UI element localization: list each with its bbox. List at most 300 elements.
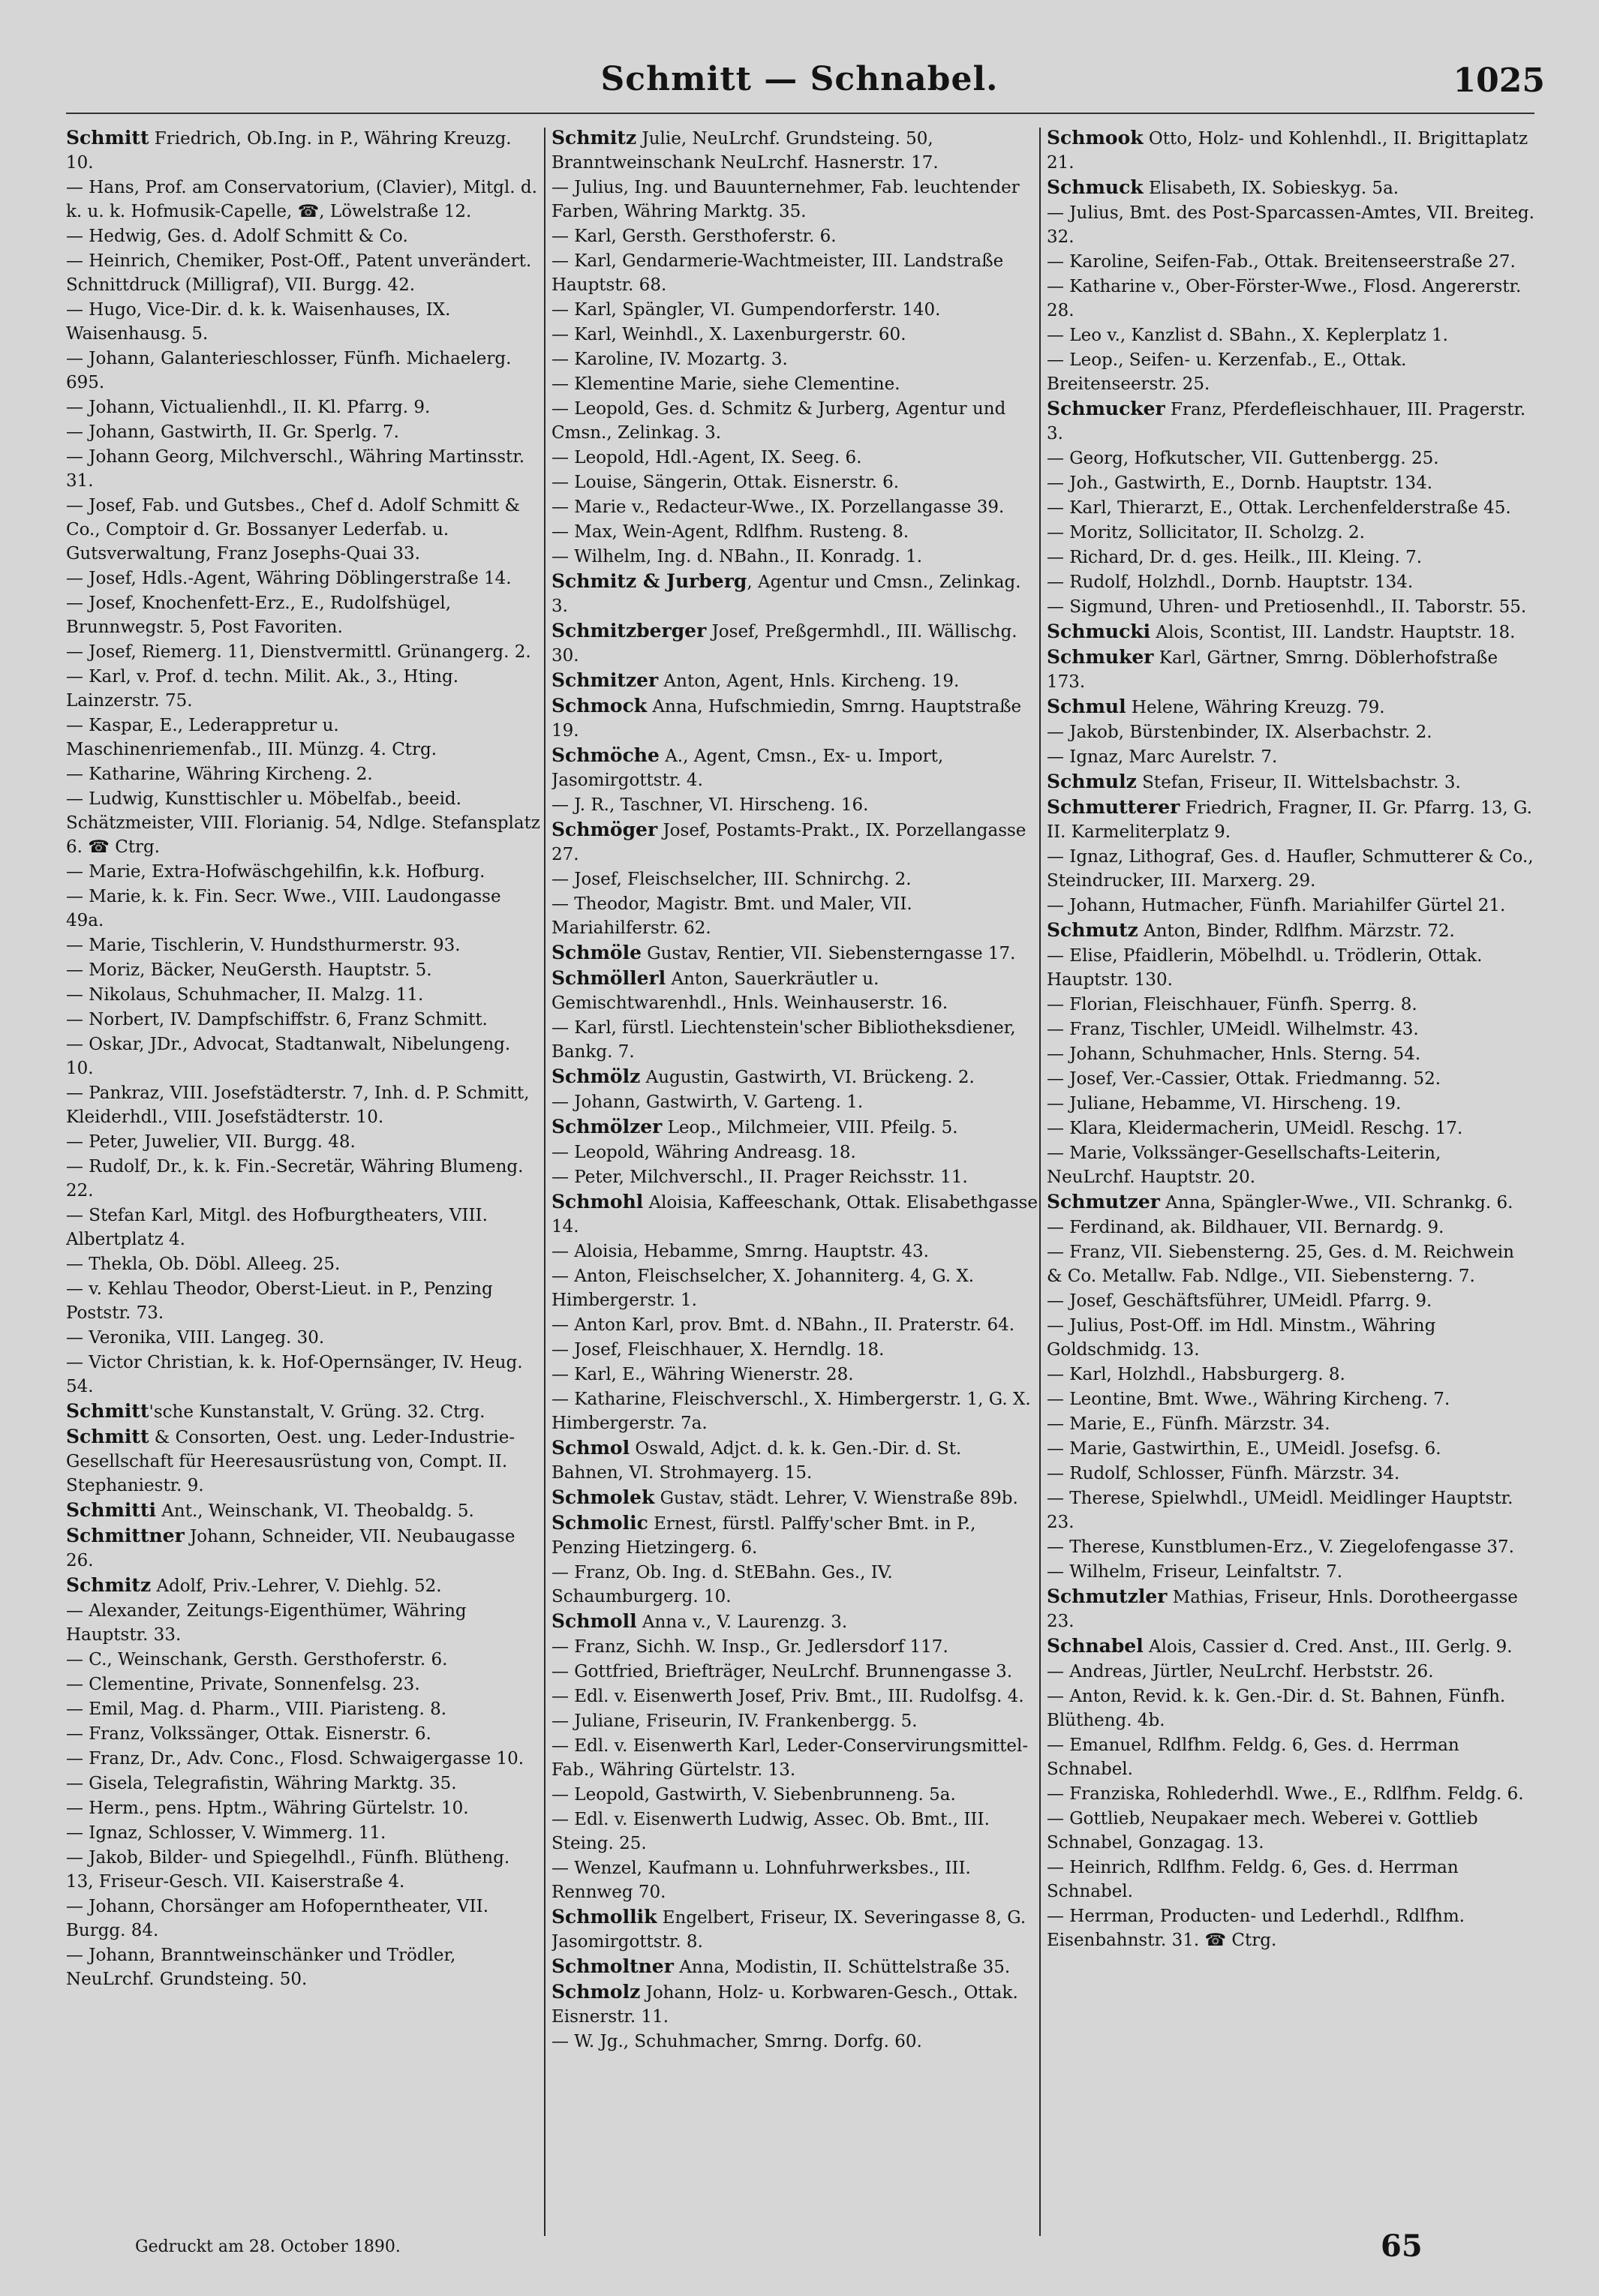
entry-text: — Johann, Gastwirth, II. Gr. Sperlg. 7. <box>66 422 399 442</box>
directory-entry <box>552 1635 1038 1659</box>
entry-text: Oswald, Adjct. d. k. k. Gen.-Dir. d. St. Bahnen, VI. Strohmayerg. 15. <box>552 1439 962 1483</box>
directory-entry <box>552 1783 1038 1807</box>
entry-text: — Marie, k. k. Fin. Secr. Wwe., VIII. Laudongasse 49a. <box>66 887 501 930</box>
entry-text: — Karl, E., Währing Wienerstr. 28. <box>552 1365 854 1384</box>
entry-text: — Peter, Juwelier, VII. Burgg. 48. <box>66 1132 356 1152</box>
entry-text: — Franz, VII. Siebensterng. 25, Ges. d. M. Reichwein & Co. Metallw. Fab. Ndlge., VII. Siebensterng. 7. <box>1047 1243 1514 1286</box>
entry-text: — Wenzel, Kaufmann u. Lohnfuhrwerksbes., III. Rennweg 70. <box>552 1859 971 1902</box>
directory-entry <box>552 323 1038 347</box>
directory-entry <box>1047 918 1534 943</box>
directory-entry <box>66 1032 540 1080</box>
directory-entry <box>66 1672 540 1696</box>
entry-text: Mathias, Friseur, Hnls. Dorotheergasse 23. <box>1047 1588 1518 1631</box>
directory-entry <box>1047 496 1534 520</box>
directory-entry <box>66 1747 540 1771</box>
entry-surname: Schmucker <box>1047 398 1165 419</box>
directory-entry <box>552 1165 1038 1189</box>
entry-text: — Johann, Branntweinschänker und Trödler, NeuLrchf. Grundsteing. 50. <box>66 1946 456 1989</box>
page-title: Schmitt — Schnabel. <box>600 60 999 98</box>
entry-text: — Joh., Gastwirth, E., Dornb. Hauptstr. 134. <box>1047 473 1433 493</box>
directory-entry <box>1047 176 1534 200</box>
directory-entry <box>552 1511 1038 1560</box>
directory-entry <box>1047 1660 1534 1684</box>
directory-entry <box>1047 1216 1534 1240</box>
directory-entry <box>552 1980 1038 2029</box>
entry-text: — Anton, Revid. k. k. Gen.-Dir. d. St. Bahnen, Fünfh. Blütheng. 4b. <box>1047 1687 1506 1730</box>
entry-text: — Anton Karl, prov. Bmt. d. NBahn., II. Praterstr. 64. <box>552 1315 1015 1335</box>
directory-entry <box>552 2030 1038 2054</box>
directory-entry <box>66 983 540 1007</box>
directory-entry <box>66 1648 540 1672</box>
entry-surname: Schmuker <box>1047 646 1154 668</box>
entry-text: — Leopold, Ges. d. Schmitz & Jurberg, Agentur und Cmsn., Zelinkag. 3. <box>552 399 1006 443</box>
column-1 <box>66 126 540 2234</box>
entry-surname: Schmitz <box>66 1574 152 1596</box>
directory-entry <box>1047 1904 1534 1952</box>
directory-entry <box>552 372 1038 396</box>
entry-text: — Wilhelm, Ing. d. NBahn., II. Konradg. 1. <box>552 547 923 566</box>
directory-entry <box>66 224 540 248</box>
entry-text: — Herrman, Producten- und Lederhdl., Rdlfhm. Eisenbahnstr. 31. ☎ Ctrg. <box>1047 1907 1465 1950</box>
entry-text: — Karl, Spängler, VI. Gumpendorferstr. 140. <box>552 300 941 320</box>
entry-text: & Consorten, Oest. ung. Leder-Industrie-Gesellschaft für Heeresausrüstung von, Compt. II. Stephaniestr. 9. <box>66 1428 515 1495</box>
directory-entry <box>1047 770 1534 795</box>
entry-text: — Katharine, Fleischverschl., X. Himbergerstr. 1, G. X. Himbergerstr. 7a. <box>552 1390 1031 1433</box>
entry-text: — Theodor, Magistr. Bmt. und Maler, VII. Mariahilferstr. 62. <box>552 894 912 938</box>
entry-text: — Oskar, JDr., Advocat, Stadtanwalt, Nibelungeng. 10. <box>66 1035 511 1078</box>
entry-text: — Josef, Knochenfett-Erz., E., Rudolfshügel, Brunnwegstr. 5, Post Favoriten. <box>66 594 452 637</box>
directory-entry <box>66 1081 540 1129</box>
entry-surname: Schmolic <box>552 1512 648 1534</box>
entry-surname: Schmutterer <box>1047 796 1180 818</box>
entry-text: Helene, Währing Kreuzg. 79. <box>1126 698 1385 717</box>
entry-surname: Schmitt <box>66 1426 149 1447</box>
entry-text: — Franz, Dr., Adv. Conc., Flosd. Schwaigergasse 10. <box>66 1749 524 1769</box>
entry-text: Gustav, städt. Lehrer, V. Wienstraße 89b. <box>654 1489 1018 1508</box>
directory-entry <box>1047 993 1534 1017</box>
directory-entry <box>66 298 540 346</box>
directory-entry <box>1047 1289 1534 1313</box>
directory-entry <box>552 249 1038 297</box>
entry-text: — Clementine, Private, Sonnenfelsg. 23. <box>66 1675 420 1694</box>
directory-entry <box>552 1240 1038 1264</box>
entry-text: Alois, Scontist, III. Landstr. Hauptstr. 18. <box>1150 623 1516 642</box>
directory-entry <box>66 958 540 982</box>
entry-text: — Katharine, Währing Kircheng. 2. <box>66 765 373 784</box>
entry-text: — Max, Wein-Agent, Rdlfhm. Rusteng. 8. <box>552 522 909 542</box>
entry-surname: Schmöche <box>552 744 660 766</box>
entry-surname: Schmulz <box>1047 771 1137 792</box>
entry-text: — Gottfried, Briefträger, NeuLrchf. Brunnengasse 3. <box>552 1662 1013 1681</box>
directory-entry <box>1047 1017 1534 1041</box>
directory-entry <box>66 249 540 297</box>
entry-text: — Elise, Pfaidlerin, Möbelhdl. u. Trödlerin, Ottak. Hauptstr. 130. <box>1047 946 1483 990</box>
entry-surname: Schmucki <box>1047 621 1151 642</box>
entry-text: — Julius, Post-Off. im Hdl. Minstm., Währing Goldschmidg. 13. <box>1047 1316 1436 1360</box>
directory-entry <box>66 1425 540 1498</box>
entry-text: — Johann Georg, Milchverschl., Währing Martinsstr. 31. <box>66 447 525 491</box>
entry-surname: Schmuck <box>1047 176 1144 198</box>
directory-entry <box>66 445 540 493</box>
directory-entry <box>66 1351 540 1399</box>
entry-surname: Schmitz & Jurberg <box>552 570 747 592</box>
directory-entry <box>1047 545 1534 569</box>
entry-text: — Ferdinand, ak. Bildhauer, VII. Bernardg. 9. <box>1047 1218 1444 1237</box>
entry-text: — Karoline, IV. Mozartg. 3. <box>552 350 788 369</box>
directory-entry <box>1047 1116 1534 1140</box>
entry-text: — Franz, Tischler, UMeidl. Wilhelmstr. 43. <box>1047 1020 1419 1039</box>
entry-text: — Louise, Sängerin, Ottak. Eisnerstr. 6. <box>552 473 900 492</box>
entry-text: Stefan, Friseur, II. Wittelsbachstr. 3. <box>1136 773 1461 792</box>
directory-entry <box>1047 348 1534 396</box>
directory-entry <box>1047 126 1534 175</box>
directory-entry <box>66 1943 540 1991</box>
directory-entry <box>552 470 1038 494</box>
directory-entry <box>1047 645 1534 694</box>
directory-entry <box>552 1065 1038 1089</box>
entry-text: Leop., Milchmeier, VIII. Pfeilg. 5. <box>662 1118 958 1137</box>
entry-text: — Josef, Hdls.-Agent, Währing Döblingerstraße 14. <box>66 569 512 588</box>
entry-text: — Edl. v. Eisenwerth Karl, Leder-Conservirungsmittel-Fab., Währing Gürtelstr. 13. <box>552 1736 1029 1780</box>
entry-text: — Juliane, Hebamme, VI. Hirscheng. 19. <box>1047 1094 1402 1113</box>
directory-entry <box>552 1609 1038 1634</box>
entry-surname: Schmutzer <box>1047 1191 1160 1213</box>
entry-text: Johann, Schneider, VII. Neubaugasse 26. <box>66 1527 515 1570</box>
directory-entry <box>1047 1585 1534 1633</box>
entry-text: — Karl, v. Prof. d. techn. Milit. Ak., 3., Hting. Lainzerstr. 75. <box>66 667 459 711</box>
entry-text: — Aloisia, Hebamme, Smrng. Hauptstr. 43. <box>552 1242 929 1261</box>
directory-entry <box>66 885 540 933</box>
entry-text: — Jakob, Bilder- und Spiegelhdl., Fünfh. Blütheng. 13, Friseur-Gesch. VII. Kaiserstraße 4. <box>66 1848 510 1892</box>
entry-text: — Hedwig, Ges. d. Adolf Schmitt & Co. <box>66 227 408 246</box>
entry-surname: Schmol <box>552 1437 630 1459</box>
entry-text: Anna, Modistin, II. Schüttelstraße 35. <box>673 1958 1011 1977</box>
directory-entry <box>66 1697 540 1721</box>
directory-entry <box>1047 1363 1534 1387</box>
directory-entry <box>66 395 540 419</box>
entry-surname: Schmitz <box>552 127 637 149</box>
entry-text: — Moriz, Bäcker, NeuGersth. Hauptstr. 5. <box>66 960 432 980</box>
directory-entry <box>1047 1856 1534 1904</box>
entry-text: Friedrich, Ob.Ing. in P., Währing Kreuzg. 10. <box>66 129 512 173</box>
directory-entry <box>1047 1387 1534 1411</box>
entry-text: Augustin, Gastwirth, VI. Brückeng. 2. <box>640 1068 975 1087</box>
directory-entry <box>66 1277 540 1325</box>
directory-entry <box>552 1486 1038 1510</box>
directory-entry <box>552 1955 1038 1979</box>
entry-text: — Andreas, Jürtler, NeuLrchf. Herbststr. 26. <box>1047 1662 1434 1681</box>
directory-entry <box>1047 1042 1534 1066</box>
entry-surname: Schmitzer <box>552 669 659 691</box>
entry-surname: Schmollik <box>552 1906 657 1928</box>
directory-entry <box>552 744 1038 792</box>
print-date: Gedruckt am 28. October 1890. <box>135 2237 401 2256</box>
entry-text: — Josef, Fab. und Gutsbes., Chef d. Adolf Schmitt & Co., Comptoir d. Gr. Bossanyer Lederfab. u. Gutsverwaltung, Franz Josephs-Quai 33. <box>66 496 520 563</box>
directory-entry <box>552 1436 1038 1485</box>
directory-entry <box>552 1313 1038 1337</box>
directory-entry <box>552 1115 1038 1140</box>
entry-text: 'sche Kunstanstalt, V. Grüng. 32. Ctrg. <box>149 1402 485 1422</box>
entry-text: — Rudolf, Schlosser, Fünfh. Märzstr. 34. <box>1047 1464 1400 1483</box>
directory-entry <box>66 933 540 957</box>
entry-text: — Marie, Gastwirthin, E., UMeidl. Josefsg. 6. <box>1047 1439 1441 1459</box>
directory-entry <box>1047 1092 1534 1116</box>
directory-entry <box>66 566 540 591</box>
directory-entry <box>1047 1733 1534 1781</box>
page-number: 1025 <box>1453 62 1545 100</box>
entry-text: — Peter, Milchverschl., II. Prager Reichsstr. 11. <box>552 1168 968 1187</box>
entry-text: — Stefan Karl, Mitgl. des Hofburgtheaters, VIII. Albertplatz 4. <box>66 1206 488 1249</box>
entry-text: — Emil, Mag. d. Pharm., VIII. Piaristeng. 8. <box>66 1699 447 1719</box>
entry-text: — Hugo, Vice-Dir. d. k. k. Waisenhauses, IX. Waisenhausg. 5. <box>66 300 451 344</box>
entry-text: — Heinrich, Chemiker, Post-Off., Patent unverändert. Schnittdruck (Milligraf), VII. Burgg. 42. <box>66 251 532 295</box>
directory-entry <box>552 1734 1038 1782</box>
directory-entry <box>552 446 1038 470</box>
directory-entry <box>552 126 1038 175</box>
directory-entry <box>552 520 1038 544</box>
directory-entry <box>552 1684 1038 1708</box>
entry-text: A., Agent, Cmsn., Ex- u. Import, Jasomirgottstr. 4. <box>552 747 944 790</box>
entry-text: — Franz, Volkssänger, Ottak. Eisnerstr. 6. <box>66 1724 431 1744</box>
directory-entry <box>552 1808 1038 1856</box>
directory-entry <box>1047 570 1534 594</box>
entry-text: — Leo v., Kanzlist d. SBahn., X. Keplerplatz 1. <box>1047 326 1448 345</box>
entry-text: — Franz, Sichh. W. Insp., Gr. Jedlersdorf 117. <box>552 1637 948 1657</box>
entry-text: — Katharine v., Ober-Förster-Wwe., Flosd. Angererstr. 28. <box>1047 277 1522 320</box>
entry-text: — Karl, Gersth. Gersthoferstr. 6. <box>552 227 837 246</box>
entry-surname: Schmitzberger <box>552 620 707 642</box>
directory-entry <box>552 1905 1038 1954</box>
entry-text: — Klara, Kleidermacherin, UMeidl. Reschg. 17. <box>1047 1119 1463 1138</box>
directory-entry <box>552 1660 1038 1684</box>
entry-text: — Klementine Marie, siehe Clementine. <box>552 374 900 394</box>
directory-entry <box>552 818 1038 867</box>
directory-entry <box>66 1573 540 1598</box>
entry-surname: Schmitti <box>66 1499 156 1521</box>
entry-text: Anna v., V. Laurenzg. 3. <box>636 1612 848 1632</box>
entry-text: — Richard, Dr. d. ges. Heilk., III. Kleing. 7. <box>1047 548 1423 567</box>
entry-text: — Julius, Bmt. des Post-Sparcassen-Amtes, VII. Breiteg. 32. <box>1047 203 1534 247</box>
entry-text: Engelbert, Friseur, IX. Severingasse 8, G. Jasomirgottstr. 8. <box>552 1908 1026 1952</box>
directory-entry <box>66 1821 540 1845</box>
directory-entry <box>552 545 1038 569</box>
directory-entry <box>552 495 1038 519</box>
directory-entry <box>552 1856 1038 1904</box>
entry-text: Franz, Pferdefleischhauer, III. Pragerstr. 3. <box>1047 400 1526 443</box>
entry-surname: Schmölzer <box>552 1116 663 1137</box>
directory-entry <box>66 665 540 713</box>
directory-entry <box>1047 620 1534 645</box>
entry-text: — Edl. v. Eisenwerth Josef, Priv. Bmt., III. Rudolfsg. 4. <box>552 1687 1024 1706</box>
entry-text: Ant., Weinschank, VI. Theobaldg. 5. <box>156 1501 474 1521</box>
entry-text: Adolf, Priv.-Lehrer, V. Diehlg. 52. <box>151 1576 442 1596</box>
directory-entry <box>1047 1190 1534 1215</box>
directory-entry <box>552 892 1038 940</box>
directory-entry <box>1047 595 1534 619</box>
entry-surname: Schmock <box>552 695 648 717</box>
directory-entry <box>1047 1560 1534 1584</box>
directory-entry <box>552 347 1038 371</box>
directory-entry <box>1047 1437 1534 1461</box>
directory-entry <box>552 1387 1038 1435</box>
directory-entry <box>66 1599 540 1647</box>
entry-text: — Johann, Gastwirth, V. Garteng. 1. <box>552 1092 864 1112</box>
column-divider <box>1039 128 1041 2236</box>
directory-entry <box>1047 1807 1534 1855</box>
entry-text: Elisabeth, IX. Sobieskyg. 5a. <box>1143 179 1399 198</box>
entry-surname: Schmutzler <box>1047 1585 1168 1607</box>
entry-text: — Ignaz, Marc Aurelstr. 7. <box>1047 747 1278 767</box>
directory-entry <box>66 1399 540 1424</box>
entry-text: — Anton, Fleischselcher, X. Johanniterg. 4, G. X. Himbergerstr. 1. <box>552 1267 975 1310</box>
directory-entry <box>1047 1314 1534 1362</box>
directory-entry <box>66 1252 540 1276</box>
directory-entry <box>66 126 540 175</box>
entry-text: — Johann, Hutmacher, Fünfh. Mariahilfer Gürtel 21. <box>1047 896 1506 915</box>
directory-entry <box>1047 201 1534 249</box>
directory-entry <box>66 1524 540 1573</box>
entry-text: Karl, Gärtner, Smrng. Döblerhofstraße 173. <box>1047 648 1498 692</box>
directory-entry <box>66 640 540 664</box>
directory-entry <box>1047 250 1534 274</box>
entry-text: — Leopold, Hdl.-Agent, IX. Seeg. 6. <box>552 448 862 467</box>
entry-text: Aloisia, Kaffeeschank, Ottak. Elisabethgasse 14. <box>552 1193 1038 1237</box>
entry-text: — Johann, Chorsänger am Hofoperntheater, VII. Burgg. 84. <box>66 1897 489 1940</box>
directory-entry <box>1047 944 1534 992</box>
directory-entry <box>1047 695 1534 720</box>
entry-text: — Gottlieb, Neupakaer mech. Weberei v. Gottlieb Schnabel, Gonzagag. 13. <box>1047 1809 1478 1853</box>
entry-text: — Thekla, Ob. Döbl. Alleeg. 25. <box>66 1255 341 1274</box>
directory-entry <box>552 619 1038 668</box>
directory-entry <box>1047 720 1534 744</box>
entry-surname: Schmitt <box>66 127 149 149</box>
directory-entry <box>552 224 1038 248</box>
entry-surname: Schmöger <box>552 819 658 840</box>
directory-entry <box>552 1016 1038 1064</box>
entry-text: — Leopold, Währing Andreasg. 18. <box>552 1143 856 1162</box>
directory-entry <box>1047 1684 1534 1733</box>
entry-text: — Victor Christian, k. k. Hof-Opernsänger, IV. Heug. 54. <box>66 1353 523 1396</box>
directory-entry <box>1047 745 1534 769</box>
entry-text: — Emanuel, Rdlfhm. Feldg. 6, Ges. d. Herrman Schnabel. <box>1047 1736 1459 1779</box>
entry-text: — Florian, Fleischhauer, Fünfh. Sperrg. 8. <box>1047 995 1417 1014</box>
entry-text: — Karl, fürstl. Liechtenstein'scher Bibliotheksdiener, Bankg. 7. <box>552 1018 1016 1062</box>
directory-entry <box>552 1140 1038 1165</box>
entry-text: — Edl. v. Eisenwerth Ludwig, Assec. Ob. Bmt., III. Steing. 25. <box>552 1810 990 1853</box>
entry-surname: Schmoltner <box>552 1955 674 1977</box>
entry-text: — Ludwig, Kunsttischler u. Möbelfab., beeid. Schätzmeister, VIII. Florianig. 54, Ndlge. Stefansplatz 6. ☎ Ctrg. <box>66 789 540 857</box>
entry-text: — Leopold, Gastwirth, V. Siebenbrunneng. 5a. <box>552 1785 956 1805</box>
entry-text: — Gisela, Telegrafistin, Währing Marktg. 35. <box>66 1774 457 1793</box>
sheet-number: 65 <box>1381 2228 1423 2264</box>
entry-text: — Herm., pens. Hptm., Währing Gürtelstr. 10. <box>66 1799 469 1818</box>
entry-text: Josef, Postamts-Prakt., IX. Porzellangasse 27. <box>552 821 1026 864</box>
entry-surname: Schmook <box>1047 127 1144 149</box>
entry-text: Anton, Binder, Rdlfhm. Märzstr. 72. <box>1138 921 1455 941</box>
directory-entry <box>1047 521 1534 545</box>
entry-text: — Johann, Victualienhdl., II. Kl. Pfarrg. 9. <box>66 398 431 417</box>
entry-surname: Schmittner <box>66 1525 185 1546</box>
directory-entry <box>552 298 1038 322</box>
directory-entry <box>552 669 1038 693</box>
directory-entry <box>66 1155 540 1203</box>
entry-text: — Wilhelm, Friseur, Leinfaltstr. 7. <box>1047 1562 1343 1582</box>
entry-text: — Rudolf, Holzhdl., Dornb. Hauptstr. 134. <box>1047 572 1414 592</box>
entry-text: , Agentur und Cmsn., Zelinkag. 3. <box>552 572 1021 616</box>
entry-text: — J. R., Taschner, VI. Hirscheng. 16. <box>552 795 869 815</box>
directory-entry <box>1047 323 1534 347</box>
entry-text: — Marie, Volkssänger-Gesellschafts-Leiterin, NeuLrchf. Hauptstr. 20. <box>1047 1143 1441 1187</box>
entry-text: — Karl, Weinhdl., X. Laxenburgerstr. 60. <box>552 325 906 344</box>
directory-entry <box>552 966 1038 1015</box>
directory-entry <box>1047 1240 1534 1288</box>
entry-text: — Sigmund, Uhren- und Pretiosenhdl., II. Taborstr. 55. <box>1047 597 1527 617</box>
entry-surname: Schmolz <box>552 1981 641 2003</box>
entry-text: — Ignaz, Lithograf, Ges. d. Haufler, Schmutterer & Co., Steindrucker, III. Marxerg. 29. <box>1047 847 1534 891</box>
column-3 <box>1047 126 1534 2234</box>
directory-entry <box>1047 471 1534 495</box>
entry-surname: Schmoll <box>552 1610 637 1632</box>
directory-entry <box>66 1326 540 1350</box>
entry-text: Anton, Agent, Hnls. Kircheng. 19. <box>658 672 960 691</box>
entry-text: — Alexander, Zeitungs-Eigenthümer, Währing Hauptstr. 33. <box>66 1601 467 1645</box>
directory-entry <box>66 1772 540 1796</box>
header-rule <box>66 113 1534 114</box>
directory-entry <box>1047 1782 1534 1806</box>
entry-text: — Josef, Ver.-Cassier, Ottak. Friedmanng. 52. <box>1047 1069 1441 1089</box>
directory-entry <box>1047 275 1534 323</box>
directory-entry <box>552 1190 1038 1239</box>
directory-entry <box>1047 1412 1534 1436</box>
entry-text: Alois, Cassier d. Cred. Anst., III. Gerlg. 9. <box>1143 1637 1513 1657</box>
entry-text: Julie, NeuLrchf. Grundsteing. 50, Branntweinschank NeuLrchf. Hasnerstr. 17. <box>552 129 939 173</box>
entry-text: — Ignaz, Schlosser, V. Wimmerg. 11. <box>66 1823 386 1843</box>
directory-entry <box>552 1709 1038 1733</box>
directory-entry <box>66 176 540 224</box>
column-divider <box>544 128 546 2236</box>
entry-surname: Schmohl <box>552 1191 644 1213</box>
directory-entry <box>552 1090 1038 1114</box>
entry-surname: Schmöle <box>552 942 642 963</box>
directory-entry <box>66 787 540 859</box>
directory-entry <box>66 1796 540 1820</box>
entry-text: — C., Weinschank, Gersth. Gersthoferstr. 6. <box>66 1650 448 1669</box>
entry-text: Anna, Spängler-Wwe., VII. Schrankg. 6. <box>1159 1193 1513 1213</box>
directory-entry <box>1047 446 1534 470</box>
entry-text: — Johann, Schuhmacher, Hnls. Sterng. 54. <box>1047 1044 1421 1064</box>
entry-text: — Leontine, Bmt. Wwe., Währing Kircheng. 7. <box>1047 1390 1450 1409</box>
directory-entry <box>1047 894 1534 918</box>
entry-text: — Therese, Spielwhdl., UMeidl. Meidlinger Hauptstr. 23. <box>1047 1489 1513 1532</box>
directory-entry <box>66 494 540 566</box>
directory-entry <box>66 420 540 444</box>
entry-text: — Rudolf, Dr., k. k. Fin.-Secretär, Währing Blumeng. 22. <box>66 1157 524 1201</box>
entry-text: — Franz, Ob. Ing. d. StEBahn. Ges., IV. Schaumburgerg. 10. <box>552 1563 893 1606</box>
directory-entry <box>552 1264 1038 1312</box>
directory-entry <box>552 1363 1038 1387</box>
entry-surname: Schnabel <box>1047 1635 1144 1657</box>
directory-entry <box>1047 1067 1534 1091</box>
directory-entry <box>1047 845 1534 893</box>
entry-text: — Moritz, Sollicitator, II. Scholzg. 2. <box>1047 523 1365 542</box>
entry-text: — Veronika, VIII. Langeg. 30. <box>66 1328 325 1348</box>
directory-entry <box>552 867 1038 891</box>
entry-text: — Marie, E., Fünfh. Märzstr. 34. <box>1047 1414 1330 1434</box>
directory-entry <box>66 1722 540 1746</box>
entry-text: — Therese, Kunstblumen-Erz., V. Ziegelofengasse 37. <box>1047 1537 1514 1557</box>
entry-surname: Schmitt <box>66 1400 149 1422</box>
entry-text: — Karl, Thierarzt, E., Ottak. Lerchenfelderstraße 45. <box>1047 498 1511 518</box>
